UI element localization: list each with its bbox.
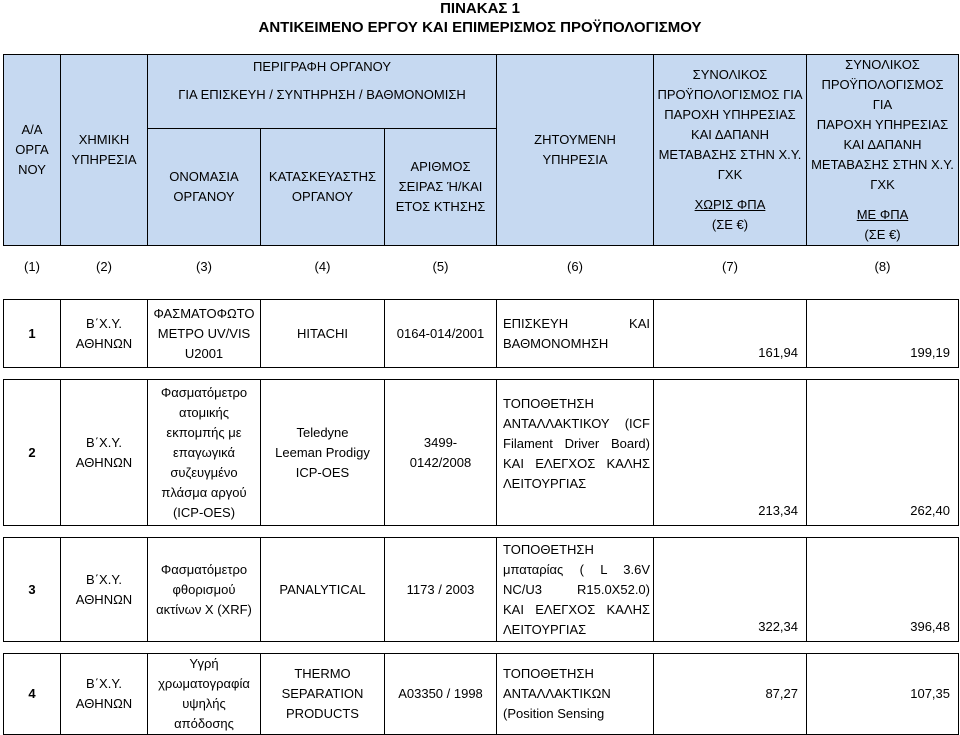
row-number: 1 (4, 300, 61, 368)
text-line: ΤΟΠΟΘΕΤΗΣΗ (503, 396, 594, 411)
text-line: Β΄Χ.Υ. (86, 676, 122, 691)
row-serial (385, 300, 497, 368)
header-without-vat-label: ΧΩΡΙΣ ΦΠΑ (694, 197, 766, 212)
text-line: SEPARATION (281, 686, 364, 701)
row-service (497, 538, 654, 642)
text-line: ΤΟΠΟΘΕΤΗΣΗ (503, 666, 594, 681)
row-total-with-vat: 396,48 (807, 538, 959, 642)
row-serial (385, 654, 497, 735)
row-service-unit (61, 380, 148, 526)
header-without-vat-unit: (ΣΕ €) (711, 217, 749, 232)
text-line: ΛΕΙΤΟΥΡΓΙΑΣ (503, 476, 587, 491)
text-line: ΑΘΗΝΩΝ (75, 454, 133, 470)
text-line: ΟΝΟΜΑΣΙΑ (169, 168, 239, 184)
header-requested-service (497, 55, 654, 246)
row-service (497, 380, 654, 526)
row-name (148, 380, 261, 526)
header-total-without-vat-lines (657, 65, 803, 185)
text-line: φθορισμού (172, 581, 236, 597)
text-line: ΑΝΤΑΛΛΑΚΤΙΚΩΝ (503, 686, 611, 701)
row-total-with-vat: 107,35 (807, 654, 959, 735)
text-line: ΑΘΗΝΩΝ (75, 591, 133, 607)
text-line: 0164-014/2001 (396, 325, 485, 341)
text-line: ΠΡΟΫΠΟΛΟΓΙΣΜΟΣ ΓΙΑ (657, 87, 803, 102)
row-service-unit (61, 300, 148, 368)
text-line: ΣΕΙΡΑΣ Ή/ΚΑΙ (398, 178, 483, 194)
header-with-vat-unit: (ΣΕ €) (864, 227, 901, 242)
text-line: HITACHI (296, 325, 349, 341)
row-maker (261, 654, 385, 735)
header-description (148, 55, 497, 129)
row-service-unit (61, 538, 148, 642)
text-line: ΕΤΟΣ ΚΤΗΣΗΣ (395, 198, 486, 214)
text-line: ΑΝΤΑΛΛΑΚΤΙΚΟΥ (ICF (503, 416, 650, 431)
text-line: ΥΠΗΡΕΣΙΑ (71, 152, 137, 167)
row-total-without-vat: 87,27 (654, 654, 807, 735)
col-number: (3) (196, 258, 212, 274)
header-total-with-vat (807, 55, 959, 246)
budget-table (3, 54, 959, 735)
text-line: ΜΕΤΑΒΑΣΗΣ ΣΤΗΝ Χ.Υ. (811, 157, 954, 172)
header-chemical-service (61, 55, 148, 246)
table-subtitle: ΑΝΤΙΚΕΙΜΕΝΟ ΕΡΓΟΥ ΚΑΙ ΕΠΙΜΕΡΙΣΜΟΣ ΠΡΟΫΠΟΛΟΓΙΣΜΟΥ (258, 19, 702, 36)
text-line: ΝΟΥ (18, 162, 46, 177)
header-description-line1: ΠΕΡΙΓΡΑΦΗ ΟΡΓΑΝΟΥ (252, 59, 392, 74)
text-line: συζευγμένο (170, 464, 238, 480)
header-aa (4, 55, 61, 246)
text-line: Φασματόμετρο (160, 561, 248, 577)
row-maker (261, 300, 385, 368)
text-line: Β΄Χ.Υ. (86, 315, 122, 331)
row-service (497, 300, 654, 368)
text-line: ΚΑΙ ΔΑΠΑΝΗ (843, 137, 922, 152)
col-number: (2) (96, 258, 112, 274)
col-number: (6) (567, 258, 583, 274)
text-line: ΖΗΤΟΥΜΕΝΗ (534, 132, 616, 147)
text-line: πλάσμα αργού (161, 484, 247, 500)
text-line: ακτίνων Χ (XRF) (156, 601, 252, 617)
text-line: ΠΑΡΟΧΗ ΥΠΗΡΕΣΙΑΣ (664, 107, 796, 122)
row-total-with-vat: 262,40 (807, 380, 959, 526)
header-serial (385, 128, 497, 245)
text-line: ατομικής (178, 404, 230, 420)
text-line: εκπομπής με (166, 424, 242, 440)
header-name (148, 128, 261, 245)
text-line: 0142/2008 (409, 454, 472, 470)
text-line: ΟΡΓΑ (15, 142, 49, 157)
row-number: 2 (4, 380, 61, 526)
text-line: ΓΧΚ (717, 167, 743, 182)
text-line: μπαταρίας ( L 3.6V (503, 561, 650, 577)
text-line: U2001 (184, 345, 224, 361)
text-line: ΑΡΙΘΜΟΣ (410, 158, 471, 174)
row-serial (385, 380, 497, 526)
text-line: ΚΑΙ ΕΛΕΓΧΟΣ ΚΑΛΗΣ (503, 456, 650, 471)
row-maker (261, 380, 385, 526)
text-line: ΑΘΗΝΩΝ (75, 696, 133, 711)
text-line: ΦΑΣΜΑΤΟΦΩΤΟ (153, 305, 255, 321)
table-title: ΠΙΝΑΚΑΣ 1 (440, 0, 520, 17)
table-row (4, 380, 959, 526)
col-number: (7) (722, 258, 738, 274)
row-total-without-vat: 322,34 (654, 538, 807, 642)
row-name (148, 300, 261, 368)
text-line: (Position Sensing (503, 706, 605, 721)
col-number: (1) (24, 258, 40, 274)
row-total-without-vat: 213,34 (654, 380, 807, 526)
text-line: Β΄Χ.Υ. (86, 434, 122, 450)
row-total-without-vat: 161,94 (654, 300, 807, 368)
row-service (497, 654, 654, 735)
text-line: ΤΟΠΟΘΕΤΗΣΗ (503, 541, 594, 557)
col-number: (4) (314, 258, 331, 274)
header-maker (261, 128, 385, 245)
text-line: επαγωγικά (173, 444, 235, 460)
text-line: (ICP-OES) (172, 504, 236, 520)
row-name (148, 654, 261, 735)
text-line: χρωματογραφία (158, 676, 250, 691)
text-line: ΜΕΤΑΒΑΣΗΣ ΣΤΗΝ Χ.Υ. (658, 147, 802, 162)
text-line: ΑΘΗΝΩΝ (75, 335, 133, 351)
text-line: ΧΗΜΙΚΗ (78, 132, 130, 147)
row-maker (261, 538, 385, 642)
text-line: ΣΥΝΟΛΙΚΟΣ (845, 57, 920, 72)
row-service-unit (61, 654, 148, 735)
table-row (4, 654, 959, 735)
text-line: ΣΥΝΟΛΙΚΟΣ (692, 67, 768, 82)
text-line: Β΄Χ.Υ. (86, 571, 122, 587)
text-line: A03350 / 1998 (398, 686, 483, 701)
text-line: ΠΑΡΟΧΗ ΥΠΗΡΕΣΙΑΣ (816, 117, 949, 132)
text-line: 3499- (423, 434, 458, 450)
text-line: Φασματόμετρο (160, 384, 248, 400)
row-number: 3 (4, 538, 61, 642)
text-line: ΜΕΤΡΟ UV/VIS (157, 325, 251, 341)
header-description-line2: ΓΙΑ ΕΠΙΣΚΕΥΗ / ΣΥΝΤΗΡΗΣΗ / ΒΑΘΜΟΝΟΜΙΣΗ (178, 87, 466, 102)
header-total-without-vat (654, 55, 807, 246)
text-line: Leeman Prodigy (275, 444, 370, 460)
text-line: Teledyne (296, 424, 349, 440)
text-line: ΠΡΟΫΠΟΛΟΓΙΣΜΟΣ ΓΙΑ (821, 77, 944, 112)
text-line: 1173 / 2003 (406, 581, 475, 597)
text-line: PANALYTICAL (279, 581, 366, 597)
text-line: ΕΠΙΣΚΕΥΗ ΚΑΙ (503, 315, 650, 331)
row-serial (385, 538, 497, 642)
text-line: NC/U3 R15.0X52.0) (503, 581, 650, 597)
text-line: ΟΡΓΑΝΟΥ (291, 188, 354, 204)
table-row (4, 300, 959, 368)
text-line: Υγρή (189, 656, 219, 671)
text-line: ΚΑΤΑΣΚΕΥΑΣΤΗΣ (268, 168, 377, 184)
text-line: ICP-OES (295, 464, 350, 480)
row-total-with-vat: 199,19 (807, 300, 959, 368)
text-line: ΟΡΓΑΝΟΥ (173, 188, 235, 204)
text-line: ΒΑΘΜΟΝΟΜΗΣΗ (503, 335, 609, 351)
text-line: Α/Α (21, 122, 43, 137)
text-line: PRODUCTS (286, 706, 359, 721)
text-line: Filament Driver Board) (503, 436, 650, 451)
row-name (148, 538, 261, 642)
text-line: THERMO (294, 666, 351, 681)
row-number: 4 (4, 654, 61, 735)
text-line: ΛΕΙΤΟΥΡΓΙΑΣ (503, 621, 587, 637)
col-number: (5) (432, 258, 449, 274)
header-total-with-vat-lines (810, 55, 955, 195)
text-line: ΚΑΙ ΔΑΠΑΝΗ (690, 127, 770, 142)
text-line: ΚΑΙ ΕΛΕΓΧΟΣ ΚΑΛΗΣ (503, 601, 650, 617)
header-with-vat-label: ΜΕ ΦΠΑ (856, 207, 909, 222)
text-line: ΥΠΗΡΕΣΙΑ (542, 152, 608, 167)
table-row (4, 538, 959, 642)
text-line: υψηλής απόδοσης (174, 696, 234, 731)
col-number: (8) (874, 258, 891, 274)
text-line: ΓΧΚ (870, 177, 895, 192)
